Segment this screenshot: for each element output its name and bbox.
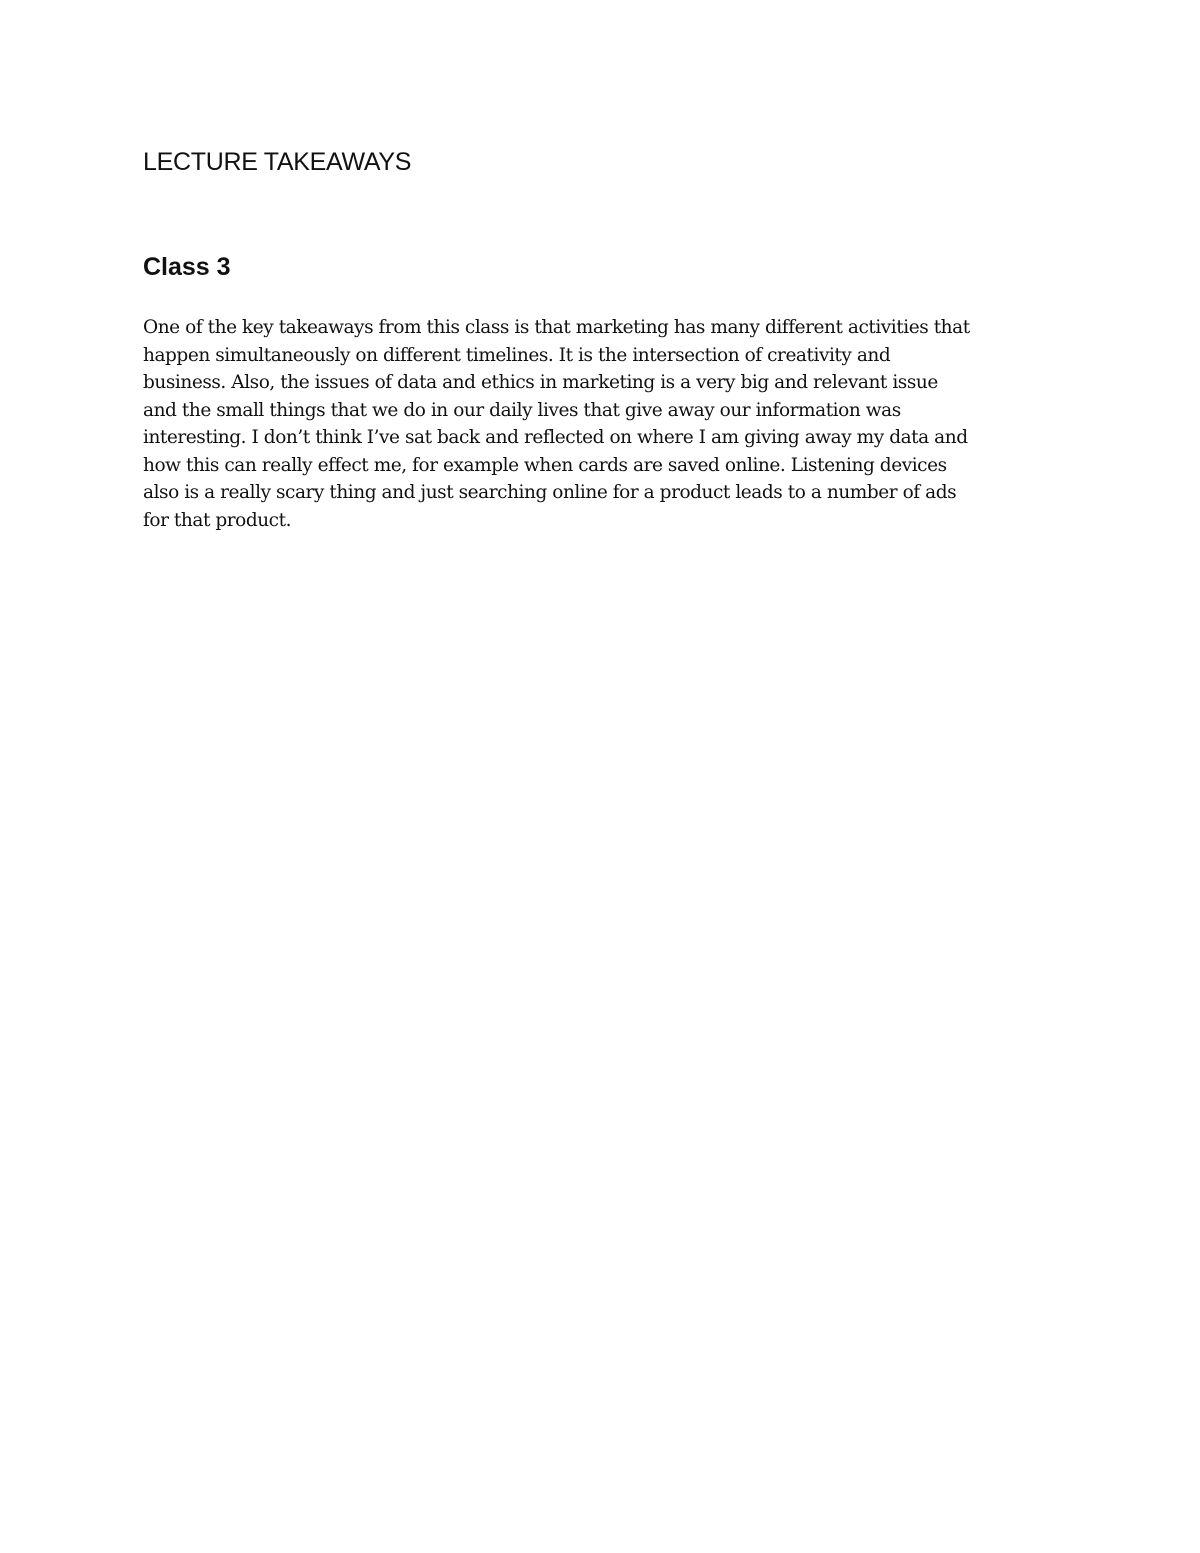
paragraph-line: One of the key takeaways from this class is that marketing has many different activities that [143,317,970,338]
document-title: LECTURE TAKEAWAYS [143,148,412,176]
section-paragraph [143,314,1083,534]
paragraph-line: business. Also, the issues of data and ethics in marketing is a very big and relevant issue [143,372,938,393]
section-heading: Class 3 [143,253,231,281]
paragraph-line: interesting. I don’t think I’ve sat back and reflected on where I am giving away my data and [143,427,968,448]
paragraph-line: how this can really effect me, for example when cards are saved online. Listening devices [143,454,947,476]
paragraph-line: and the small things that we do in our daily lives that give away our information was [143,399,901,421]
paragraph-line: for that product. [143,509,292,531]
paragraph-line: happen simultaneously on different timelines. It is the intersection of creativity and [143,344,891,366]
paragraph-line: also is a really scary thing and just searching online for a product leads to a number of ads [143,482,957,503]
